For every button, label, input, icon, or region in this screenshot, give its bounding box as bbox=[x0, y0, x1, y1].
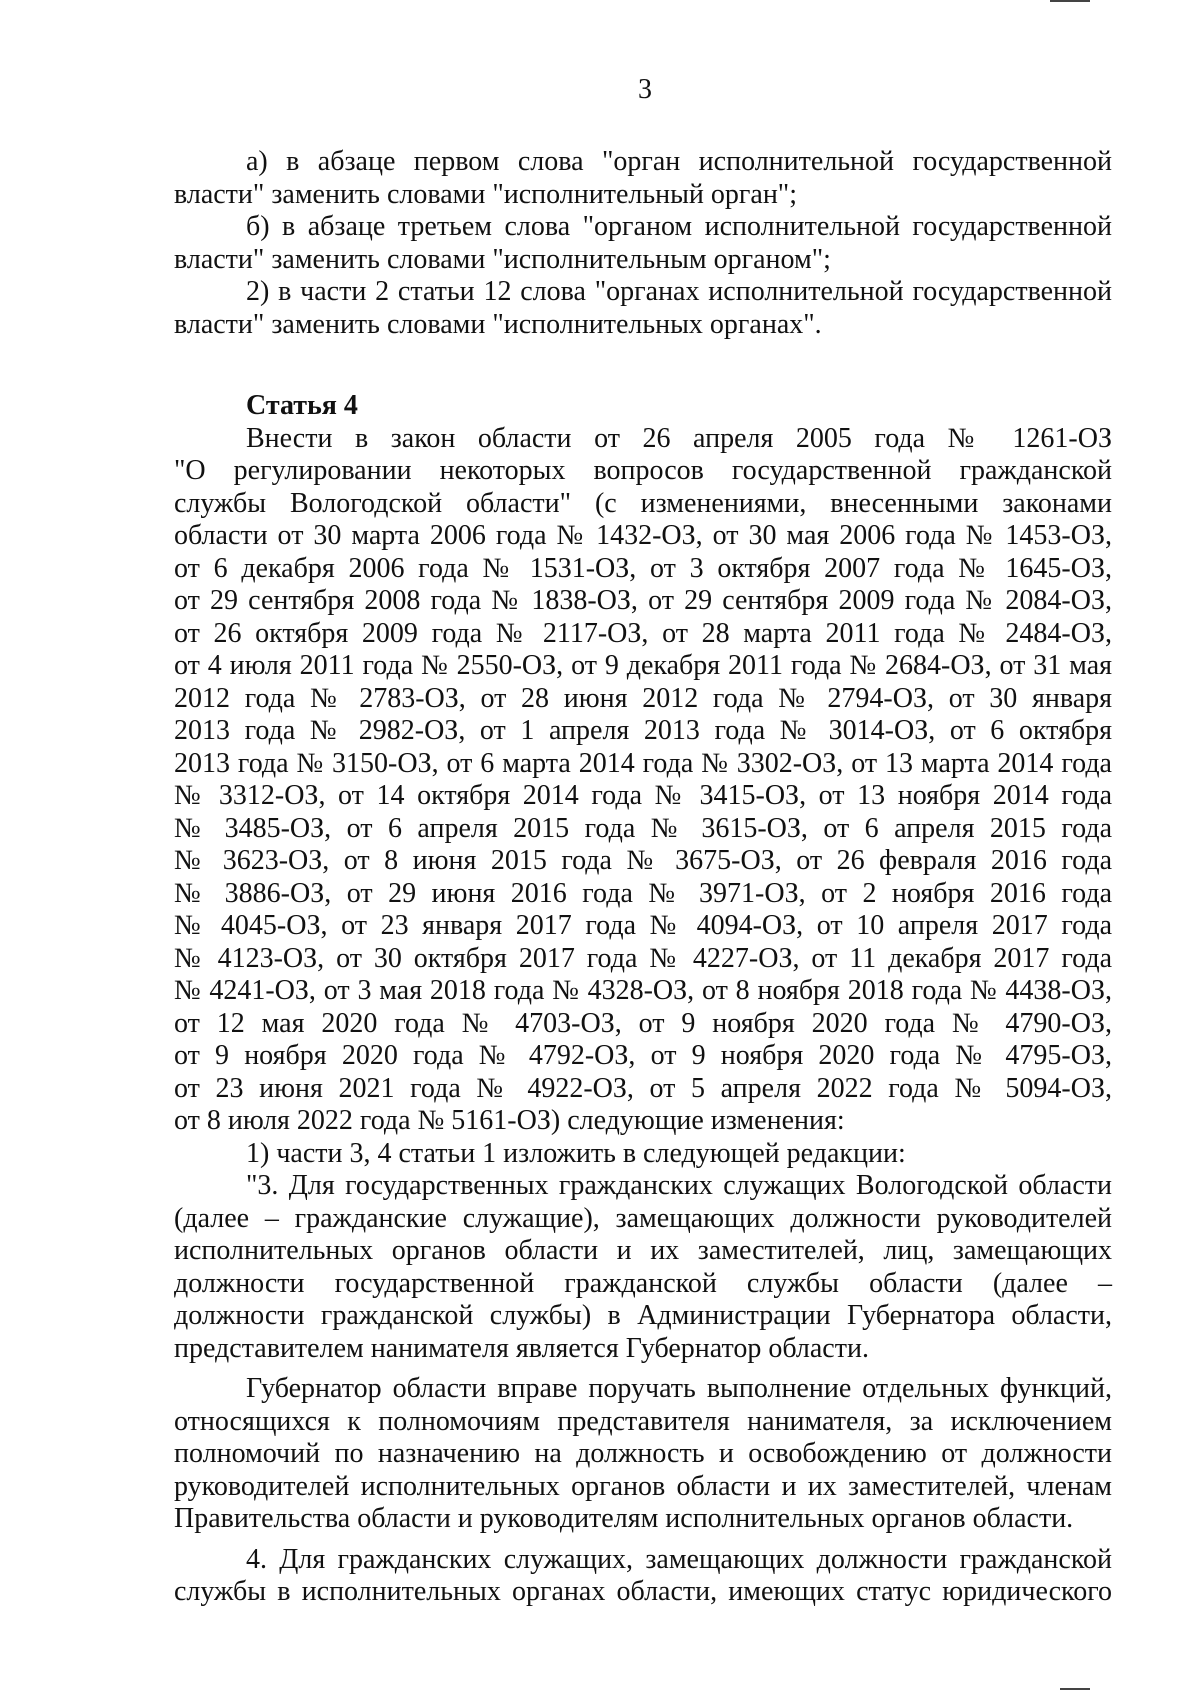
text-line: от 9 ноября 2020 года № 4792-ОЗ, от 9 ноября 2020 года № 4795-ОЗ, bbox=[174, 1040, 1112, 1071]
text-line: № 4123-ОЗ, от 30 октября 2017 года № 4227-ОЗ, от 11 декабря 2017 года bbox=[174, 942, 1112, 974]
paragraph-b bbox=[174, 211, 1112, 276]
text-line: а) в абзаце первом слова "орган исполнительной государственной bbox=[246, 146, 1112, 177]
text-line: 2013 года № 2982-ОЗ, от 1 апреля 2013 года № 3014-ОЗ, от 6 октября bbox=[174, 715, 1112, 746]
part-4 bbox=[174, 1544, 1112, 1609]
text-line: (далее – гражданские служащие), замещающих должности руководителей bbox=[174, 1202, 1112, 1234]
text-line: 2013 года № 3150-ОЗ, от 6 марта 2014 года № 3302-ОЗ, от 13 марта 2014 года bbox=[174, 747, 1112, 779]
text-line: № 4045-ОЗ, от 23 января 2017 года № 4094-ОЗ, от 10 апреля 2017 года bbox=[174, 910, 1112, 941]
page-number: 3 bbox=[638, 74, 652, 105]
text-line: Внести в закон области от 26 апреля 2005 года № 1261-ОЗ bbox=[246, 422, 1112, 454]
text-line: 4. Для гражданских служащих, замещающих должности гражданской bbox=[246, 1543, 1112, 1575]
text-line: власти" заменить словами "исполнительным органом"; bbox=[174, 243, 831, 275]
text-line: 2012 года № 2783-ОЗ, от 28 июня 2012 года № 2794-ОЗ, от 30 января bbox=[174, 682, 1112, 714]
text-line: № 4241-ОЗ, от 3 мая 2018 года № 4328-ОЗ, от 8 ноября 2018 года № 4438-ОЗ, bbox=[174, 975, 1112, 1006]
text-line: от 4 июля 2011 года № 2550-ОЗ, от 9 декабря 2011 года № 2684-ОЗ, от 31 мая bbox=[174, 650, 1112, 681]
text-line: руководителей исполнительных органов области и их заместителей, членам bbox=[174, 1470, 1112, 1502]
text-line: должности гражданской службы) в Администрации Губернатора области, bbox=[174, 1300, 1112, 1331]
article-intro bbox=[174, 423, 1112, 1138]
document-body bbox=[174, 146, 1112, 1609]
article-heading: Статья 4 bbox=[246, 390, 358, 421]
item-1: 1) части 3, 4 статьи 1 изложить в следующей редакции: bbox=[246, 1137, 906, 1169]
paragraph-a bbox=[174, 146, 1112, 211]
text-line: полномочий по назначению на должность и освобождению от должности bbox=[174, 1438, 1112, 1469]
text-line: от 12 мая 2020 года № 4703-ОЗ, от 9 ноября 2020 года № 4790-ОЗ, bbox=[174, 1007, 1112, 1039]
text-line: б) в абзаце третьем слова "органом исполнительной государственной bbox=[246, 211, 1112, 242]
text-line: относящихся к полномочиям представителя нанимателя, за исключением bbox=[174, 1405, 1112, 1437]
text-line: представителем нанимателя является Губернатор области. bbox=[174, 1332, 869, 1364]
paragraph-item-2 bbox=[174, 276, 1112, 341]
governor-paragraph bbox=[174, 1373, 1112, 1536]
scan-artifact bbox=[1060, 1688, 1090, 1690]
text-line: № 3623-ОЗ, от 8 июня 2015 года № 3675-ОЗ, от 26 февраля 2016 года bbox=[174, 845, 1112, 876]
text-line: от 23 июня 2021 года № 4922-ОЗ, от 5 апреля 2022 года № 5094-ОЗ, bbox=[174, 1072, 1112, 1104]
text-line: службы Вологодской области" (с изменениями, внесенными законами bbox=[174, 487, 1112, 519]
text-line: области от 30 марта 2006 года № 1432-ОЗ, от 30 мая 2006 года № 1453-ОЗ, bbox=[174, 520, 1112, 551]
text-line: Правительства области и руководителям исполнительных органов области. bbox=[174, 1503, 1074, 1534]
text-line: от 6 декабря 2006 года № 1531-ОЗ, от 3 октября 2007 года № 1645-ОЗ, bbox=[174, 552, 1112, 584]
text-line: власти" заменить словами "исполнительный орган"; bbox=[174, 178, 798, 210]
text-line: от 29 сентября 2008 года № 1838-ОЗ, от 29 сентября 2009 года № 2084-ОЗ, bbox=[174, 585, 1112, 616]
text-line: должности государственной гражданской службы области (далее – bbox=[174, 1267, 1112, 1299]
part-3 bbox=[174, 1170, 1112, 1365]
text-line: 2) в части 2 статьи 12 слова "органах исполнительной государственной bbox=[246, 276, 1112, 307]
text-line: исполнительных органов области и их заместителей, лиц, замещающих bbox=[174, 1235, 1112, 1266]
scan-artifact bbox=[1050, 0, 1090, 2]
text-line: № 3312-ОЗ, от 14 октября 2014 года № 3415-ОЗ, от 13 ноября 2014 года bbox=[174, 780, 1112, 811]
text-line: службы в исполнительных органах области, имеющих статус юридического bbox=[174, 1576, 1112, 1607]
text-line: "3. Для государственных гражданских служащих Вологодской области bbox=[246, 1170, 1112, 1201]
text-line: власти" заменить словами "исполнительных органах". bbox=[174, 308, 822, 340]
text-line: Губернатор области вправе поручать выполнение отдельных функций, bbox=[246, 1373, 1112, 1404]
text-line: № 3485-ОЗ, от 6 апреля 2015 года № 3615-ОЗ, от 6 апреля 2015 года bbox=[174, 812, 1112, 844]
text-line: № 3886-ОЗ, от 29 июня 2016 года № 3971-ОЗ, от 2 ноября 2016 года bbox=[174, 877, 1112, 909]
text-line: от 8 июля 2022 года № 5161-ОЗ) следующие изменения: bbox=[174, 1105, 845, 1136]
text-line: "О регулировании некоторых вопросов государственной гражданской bbox=[174, 455, 1112, 486]
text-line: от 26 октября 2009 года № 2117-ОЗ, от 28 марта 2011 года № 2484-ОЗ, bbox=[174, 617, 1112, 649]
